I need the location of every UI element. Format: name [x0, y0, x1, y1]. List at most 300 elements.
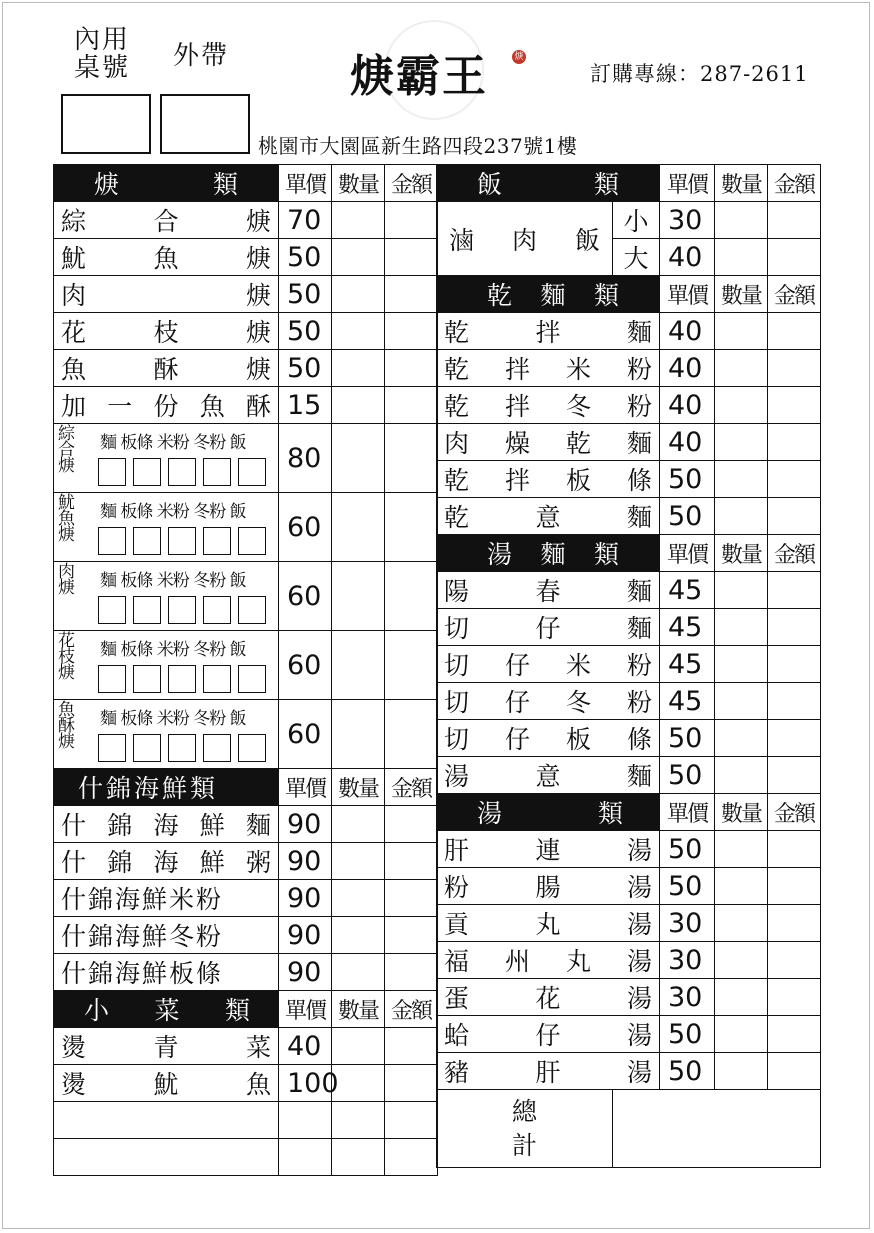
dine-in-label-line1: 內用	[74, 25, 131, 55]
item-name-char: 乾	[565, 429, 591, 458]
item-price: 50	[660, 868, 715, 905]
dry-noodles-title	[437, 276, 660, 313]
qty-cell[interactable]	[332, 1028, 385, 1065]
menu-item-row	[54, 806, 438, 843]
qty-cell[interactable]	[715, 239, 768, 276]
item-name-text	[437, 1053, 659, 1089]
item-name-char: 丸	[535, 910, 561, 939]
qty-cell[interactable]	[715, 831, 768, 868]
item-name-char: 切	[444, 614, 470, 643]
combo-row	[54, 562, 438, 631]
seafood-title-text: 什錦海鮮類	[78, 774, 219, 803]
item-name-char: 豬	[444, 1058, 470, 1087]
combo-checkbox[interactable]	[238, 458, 266, 486]
combo-checkbox[interactable]	[238, 527, 266, 555]
qty-cell[interactable]	[715, 942, 768, 979]
combo-checkbox[interactable]	[203, 734, 231, 762]
qty-cell[interactable]	[715, 1053, 768, 1090]
item-name-char: 湯	[626, 1058, 652, 1087]
amount-cell[interactable]	[768, 350, 821, 387]
menu-item-row	[437, 720, 821, 757]
item-name-text	[437, 221, 612, 257]
address: 桃園市大園區新生路四段237號1樓	[258, 134, 578, 158]
menu-item-row	[437, 387, 821, 424]
item-name-char: 肉	[444, 429, 470, 458]
combo-checkbox[interactable]	[98, 596, 126, 624]
item-name-char: 板	[565, 725, 591, 754]
combo-cell	[54, 493, 279, 562]
column-qty: 數量	[715, 794, 768, 831]
amount-cell[interactable]	[768, 868, 821, 905]
amount-cell[interactable]	[768, 757, 821, 794]
amount-cell[interactable]	[385, 1028, 438, 1065]
qty-cell[interactable]	[715, 979, 768, 1016]
menu-item-row	[437, 1053, 821, 1090]
amount-cell[interactable]	[768, 387, 821, 424]
amount-cell[interactable]	[385, 631, 438, 700]
amount-cell[interactable]	[385, 202, 438, 239]
section-title-char: 麵	[540, 281, 566, 310]
qty-cell[interactable]	[715, 498, 768, 535]
amount-cell[interactable]	[385, 424, 438, 493]
amount-cell[interactable]	[768, 905, 821, 942]
item-name	[437, 831, 660, 868]
total-amount-field[interactable]	[613, 1090, 821, 1168]
combo-checkbox[interactable]	[133, 665, 161, 693]
item-name-char: 魚	[245, 1070, 271, 1099]
item-name-char: 飯	[574, 225, 600, 255]
qty-cell[interactable]	[332, 1065, 385, 1102]
qty-cell[interactable]	[715, 757, 768, 794]
item-name	[437, 905, 660, 942]
item-name	[437, 350, 660, 387]
amount-cell[interactable]	[385, 954, 438, 991]
rice-size-row	[437, 202, 821, 239]
qty-cell[interactable]	[332, 313, 385, 350]
section-title-char: 菜	[154, 996, 180, 1025]
item-name-char: 焿	[245, 355, 271, 384]
amount-cell[interactable]	[385, 313, 438, 350]
combo-options: 麵 板條 米粉 冬粉 飯	[100, 502, 246, 522]
item-name-char: 意	[535, 762, 561, 791]
column-qty: 數量	[332, 165, 385, 202]
item-name-char: 乾	[444, 503, 470, 532]
item-name-char: 魚	[61, 355, 87, 384]
menu-item-row	[437, 313, 821, 350]
column-qty: 數量	[715, 165, 768, 202]
item-name	[437, 202, 613, 276]
amount-cell[interactable]	[768, 720, 821, 757]
item-name-char: 麵	[626, 503, 652, 532]
item-price: 50	[279, 276, 332, 313]
amount-cell[interactable]	[768, 424, 821, 461]
item-name	[437, 646, 660, 683]
item-name-char: 麵	[245, 811, 271, 840]
column-qty: 數量	[715, 276, 768, 313]
amount-cell[interactable]	[768, 979, 821, 1016]
item-name	[54, 350, 279, 387]
item-name	[437, 572, 660, 609]
item-name-text	[54, 239, 278, 275]
item-name-text	[54, 350, 278, 386]
combo-checkbox[interactable]	[168, 596, 196, 624]
column-price: 單價	[660, 276, 715, 313]
menu-item-row	[54, 843, 438, 880]
qty-cell[interactable]	[332, 806, 385, 843]
qty-cell[interactable]	[715, 609, 768, 646]
amount-cell[interactable]	[768, 313, 821, 350]
item-price: 30	[660, 202, 715, 239]
amount-cell[interactable]	[768, 461, 821, 498]
amount-cell[interactable]	[385, 239, 438, 276]
item-name-text	[54, 313, 278, 349]
menu-item-row	[437, 646, 821, 683]
item-name	[54, 1028, 279, 1065]
qty-cell[interactable]	[715, 313, 768, 350]
item-name-char: 焿	[245, 207, 271, 236]
item-name	[54, 806, 279, 843]
combo-checkbox[interactable]	[203, 527, 231, 555]
item-name-text	[437, 313, 659, 349]
item-price: 50	[660, 461, 715, 498]
item-name-char: 乾	[444, 466, 470, 495]
item-price: 50	[660, 757, 715, 794]
qty-cell[interactable]	[332, 493, 385, 562]
qty-cell[interactable]	[332, 424, 385, 493]
item-price: 90	[279, 880, 332, 917]
item-name-char: 貢	[444, 910, 470, 939]
item-price: 40	[660, 387, 715, 424]
blank-cell[interactable]	[54, 1139, 279, 1176]
combo-checkbox[interactable]	[203, 458, 231, 486]
amount-cell[interactable]	[768, 942, 821, 979]
item-price: 40	[660, 239, 715, 276]
item-name-char: 麵	[626, 614, 652, 643]
combo-checkbox[interactable]	[168, 665, 196, 693]
item-price: 90	[279, 954, 332, 991]
takeout-box[interactable]	[160, 94, 250, 154]
item-name	[437, 1053, 660, 1090]
combo-options: 麵 板條 米粉 冬粉 飯	[100, 433, 246, 453]
combo-grid	[54, 562, 278, 630]
item-price: 90	[279, 843, 332, 880]
menu-item-row	[437, 683, 821, 720]
item-name-char: 拌	[504, 466, 530, 495]
qty-cell[interactable]	[715, 461, 768, 498]
item-name-char: 米	[565, 355, 591, 384]
qty-cell[interactable]	[332, 350, 385, 387]
item-name-char: 仔	[535, 1021, 561, 1050]
section-title-char: 類	[593, 281, 619, 310]
item-price: 45	[660, 572, 715, 609]
qty-cell[interactable]	[715, 350, 768, 387]
menu-item-row	[437, 905, 821, 942]
item-name-text	[437, 498, 659, 534]
item-price: 100	[279, 1065, 332, 1102]
amount-cell[interactable]	[768, 572, 821, 609]
right-menu-table	[436, 164, 821, 1168]
combo-checkbox[interactable]	[133, 596, 161, 624]
menu-item-row	[54, 954, 438, 991]
combo-checkbox[interactable]	[203, 596, 231, 624]
dry-noodles-header-row	[437, 276, 821, 313]
item-name-text	[437, 942, 659, 978]
item-name-char: 切	[444, 651, 470, 680]
combo-checkbox[interactable]	[133, 527, 161, 555]
item-name-char: 蛤	[444, 1021, 470, 1050]
item-name-char: 粉	[626, 688, 652, 717]
combo-checkbox[interactable]	[133, 458, 161, 486]
item-name-char: 焿	[245, 318, 271, 347]
section-title-char: 類	[224, 996, 250, 1025]
item-name-char: 粥	[245, 848, 271, 877]
combo-checkbox[interactable]	[133, 734, 161, 762]
item-name-char: 焿	[245, 244, 271, 273]
section-title-char: 麵	[540, 540, 566, 569]
qty-cell[interactable]	[715, 1016, 768, 1053]
blank-cell[interactable]	[279, 1102, 332, 1139]
item-name-char: 乾	[444, 355, 470, 384]
amount-cell[interactable]	[768, 239, 821, 276]
qty-cell[interactable]	[332, 202, 385, 239]
qty-cell[interactable]	[332, 843, 385, 880]
item-name-text	[437, 646, 659, 682]
blank-cell[interactable]	[385, 1102, 438, 1139]
amount-cell[interactable]	[385, 880, 438, 917]
item-name-char: 意	[535, 503, 561, 532]
combo-label-char: 肉	[58, 562, 75, 582]
item-price: 90	[279, 917, 332, 954]
item-name	[437, 868, 660, 905]
item-name	[437, 979, 660, 1016]
amount-cell[interactable]	[385, 350, 438, 387]
item-name-char: 麵	[626, 577, 652, 606]
item-name	[54, 954, 279, 991]
column-amount: 金額	[385, 991, 438, 1028]
qty-cell[interactable]	[715, 202, 768, 239]
item-name-char: 麵	[626, 429, 652, 458]
item-name-char: 拌	[504, 392, 530, 421]
item-name	[437, 387, 660, 424]
combo-checkbox[interactable]	[238, 665, 266, 693]
item-name	[437, 1016, 660, 1053]
item-name-char: 粉	[626, 651, 652, 680]
amount-cell[interactable]	[768, 609, 821, 646]
qty-cell[interactable]	[332, 239, 385, 276]
item-name-text	[54, 276, 278, 312]
qty-cell[interactable]	[332, 880, 385, 917]
qty-cell[interactable]	[332, 954, 385, 991]
item-name	[54, 313, 279, 350]
blank-cell[interactable]	[54, 1102, 279, 1139]
blank-cell[interactable]	[332, 1139, 385, 1176]
combo-checkbox[interactable]	[168, 527, 196, 555]
item-price: 40	[660, 424, 715, 461]
item-name-char: 州	[504, 947, 530, 976]
item-name	[437, 424, 660, 461]
item-name-text	[437, 461, 659, 497]
column-qty: 數量	[715, 535, 768, 572]
sides-title	[54, 991, 279, 1028]
menu-item-row	[437, 831, 821, 868]
combo-cell	[54, 631, 279, 700]
qty-cell[interactable]	[715, 905, 768, 942]
qty-cell[interactable]	[715, 683, 768, 720]
combo-checkbox[interactable]	[98, 458, 126, 486]
item-name-char: 湯	[626, 947, 652, 976]
qty-cell[interactable]	[715, 424, 768, 461]
item-name-char: 湯	[626, 873, 652, 902]
amount-cell[interactable]	[385, 806, 438, 843]
item-name	[437, 942, 660, 979]
combo-grid	[54, 493, 278, 561]
item-name-char: 條	[626, 466, 652, 495]
combo-checkbox[interactable]	[98, 665, 126, 693]
amount-cell[interactable]	[385, 276, 438, 313]
menu-item-row	[437, 461, 821, 498]
item-name-char: 鮮	[199, 848, 225, 877]
amount-cell[interactable]	[768, 1016, 821, 1053]
menu-item-row	[437, 424, 821, 461]
table-number-box[interactable]	[61, 94, 151, 154]
item-name-char: 腸	[535, 873, 561, 902]
combo-label	[58, 495, 82, 543]
item-name-char: 什	[61, 811, 87, 840]
qty-cell[interactable]	[715, 646, 768, 683]
phone-number: 訂購專線：287-2611	[590, 62, 809, 86]
item-price: 60	[279, 700, 332, 769]
amount-cell[interactable]	[768, 202, 821, 239]
soups-title	[437, 794, 660, 831]
rice-size: 小	[613, 202, 660, 239]
item-price: 50	[660, 1053, 715, 1090]
item-price: 50	[660, 831, 715, 868]
qty-cell[interactable]	[715, 868, 768, 905]
item-name-char: 湯	[626, 910, 652, 939]
item-name-text	[54, 202, 278, 238]
item-name-char: 連	[535, 836, 561, 865]
qty-cell[interactable]	[332, 562, 385, 631]
qty-cell[interactable]	[332, 700, 385, 769]
item-price: 30	[660, 905, 715, 942]
amount-cell[interactable]	[385, 387, 438, 424]
amount-cell[interactable]	[768, 498, 821, 535]
qty-cell[interactable]	[332, 631, 385, 700]
total-row	[437, 1090, 821, 1168]
qty-cell[interactable]	[715, 572, 768, 609]
item-name-char: 綜	[61, 207, 87, 236]
amount-cell[interactable]	[768, 646, 821, 683]
amount-cell[interactable]	[385, 562, 438, 631]
menu-item-row	[54, 1065, 438, 1102]
item-name-char: 合	[153, 207, 179, 236]
qty-cell[interactable]	[332, 276, 385, 313]
item-name-text	[54, 1065, 278, 1101]
item-name-char: 肝	[535, 1058, 561, 1087]
item-name-char: 花	[61, 318, 87, 347]
item-name-text	[437, 572, 659, 608]
column-amount: 金額	[768, 165, 821, 202]
amount-cell[interactable]	[768, 683, 821, 720]
item-name-char: 肝	[444, 836, 470, 865]
item-name	[437, 498, 660, 535]
menu-item-row	[437, 609, 821, 646]
amount-cell[interactable]	[768, 1053, 821, 1090]
combo-label-char: 枝	[58, 647, 75, 667]
brand-logo: 焿霸王	[350, 51, 488, 102]
combo-checkbox[interactable]	[203, 665, 231, 693]
qty-cell[interactable]	[715, 387, 768, 424]
item-name-char: 枝	[153, 318, 179, 347]
item-name-char: 什錦海鮮板條	[61, 959, 224, 988]
blank-cell[interactable]	[279, 1139, 332, 1176]
left-menu-table	[53, 164, 438, 1176]
qty-cell[interactable]	[332, 387, 385, 424]
amount-cell[interactable]	[385, 493, 438, 562]
item-name-char: 陽	[444, 577, 470, 606]
item-name-char: 仔	[504, 651, 530, 680]
item-name-char: 燥	[504, 429, 530, 458]
combo-grid	[54, 631, 278, 699]
menu-item-row	[437, 572, 821, 609]
qty-cell[interactable]	[715, 720, 768, 757]
blank-cell[interactable]	[332, 1102, 385, 1139]
item-name-char: 酥	[153, 355, 179, 384]
column-price: 單價	[660, 165, 715, 202]
combo-checkbox[interactable]	[168, 734, 196, 762]
item-name-char: 丸	[565, 947, 591, 976]
amount-cell[interactable]	[768, 831, 821, 868]
combo-label-char: 焿	[58, 525, 75, 545]
blank-cell[interactable]	[385, 1139, 438, 1176]
amount-cell[interactable]	[385, 917, 438, 954]
item-name-char: 肉	[511, 225, 537, 255]
item-name-char: 海	[153, 848, 179, 877]
combo-label-char: 焿	[58, 578, 75, 598]
item-name-char: 什錦海鮮冬粉	[61, 922, 224, 951]
combo-row	[54, 424, 438, 493]
item-price: 50	[279, 313, 332, 350]
item-name-text	[437, 387, 659, 423]
item-name-char: 燙	[61, 1033, 87, 1062]
combo-checkbox[interactable]	[238, 734, 266, 762]
item-price: 40	[660, 313, 715, 350]
amount-cell[interactable]	[385, 1065, 438, 1102]
soups-header-row	[437, 794, 821, 831]
amount-cell[interactable]	[385, 700, 438, 769]
combo-checkbox[interactable]	[98, 734, 126, 762]
item-name	[437, 313, 660, 350]
column-qty: 數量	[332, 991, 385, 1028]
item-name	[54, 917, 279, 954]
qty-cell[interactable]	[332, 917, 385, 954]
combo-checkbox[interactable]	[238, 596, 266, 624]
combo-checkbox[interactable]	[168, 458, 196, 486]
item-name-char: 仔	[504, 688, 530, 717]
column-qty: 數量	[332, 769, 385, 806]
amount-cell[interactable]	[385, 843, 438, 880]
item-name-char: 條	[626, 725, 652, 754]
combo-checkbox[interactable]	[98, 527, 126, 555]
item-name-char: 拌	[535, 318, 561, 347]
section-title-char: 湯	[477, 799, 503, 828]
combo-label-char: 焿	[58, 732, 75, 752]
combo-grid	[54, 424, 278, 492]
column-amount: 金額	[768, 794, 821, 831]
item-name	[54, 880, 279, 917]
item-name-text	[437, 683, 659, 719]
item-price: 50	[279, 239, 332, 276]
